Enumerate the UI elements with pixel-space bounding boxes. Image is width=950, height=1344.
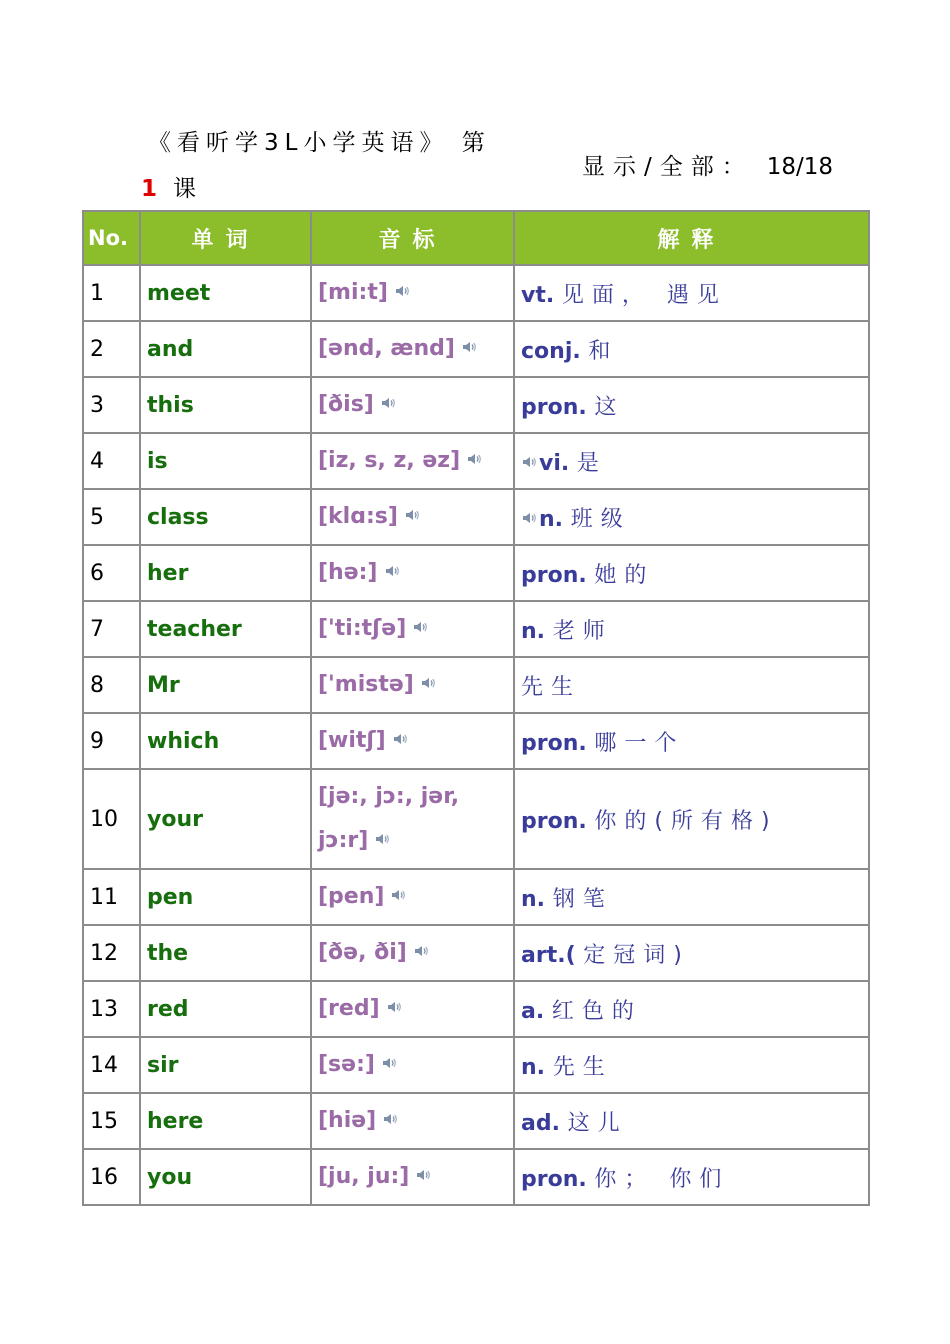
row-number: 11 [83, 869, 140, 925]
meaning-cell [514, 1037, 869, 1093]
lesson-suffix: 课 [173, 176, 197, 202]
table-header-row [83, 211, 869, 265]
speaker-icon[interactable] [380, 383, 396, 427]
speaker-icon[interactable] [420, 663, 436, 707]
chinese-meaning: 和 [588, 338, 619, 364]
table-row [83, 1037, 869, 1093]
meaning-cell [514, 377, 869, 433]
part-of-speech: pron. [521, 1166, 587, 1192]
table-row [83, 377, 869, 433]
phonetic-text: [red] [318, 996, 380, 1021]
speaker-icon[interactable] [384, 551, 400, 595]
word-cell: class [140, 489, 311, 545]
lesson-number: 1 [141, 176, 158, 202]
table-row [83, 601, 869, 657]
part-of-speech: pron. [521, 730, 587, 756]
word-cell: her [140, 545, 311, 601]
row-number: 14 [83, 1037, 140, 1093]
phonetic-cell [311, 601, 514, 657]
row-number: 8 [83, 657, 140, 713]
column-header-word: 单词 [140, 211, 311, 265]
speaker-icon[interactable] [404, 495, 420, 539]
part-of-speech: art.( [521, 942, 576, 968]
meaning-cell [514, 545, 869, 601]
speaker-icon[interactable] [466, 439, 482, 483]
meaning-cell [514, 1149, 869, 1205]
part-of-speech: pron. [521, 808, 587, 834]
part-of-speech: ad. [521, 1110, 560, 1136]
phonetic-cell [311, 433, 514, 489]
part-of-speech: vi. [539, 450, 570, 476]
word-cell: and [140, 321, 311, 377]
table-row [83, 769, 869, 869]
column-header-phonetic: 音标 [311, 211, 514, 265]
part-of-speech: n. [521, 618, 546, 644]
row-number: 13 [83, 981, 140, 1037]
display-count: 18/18 [766, 154, 834, 180]
word-cell: here [140, 1093, 311, 1149]
word-cell: this [140, 377, 311, 433]
phonetic-text: [iz, s, z, əz] [318, 448, 461, 473]
phonetic-text: [ənd, ænd] [318, 336, 455, 361]
part-of-speech: vt. [521, 282, 555, 308]
row-number: 7 [83, 601, 140, 657]
phonetic-text: [pen] [318, 884, 385, 909]
meaning-cell [514, 321, 869, 377]
lesson-number-line [141, 170, 196, 203]
table-row [83, 1093, 869, 1149]
word-cell: which [140, 713, 311, 769]
meaning-cell [514, 601, 869, 657]
chinese-meaning: 你； 你们 [594, 1166, 730, 1192]
speaker-icon[interactable] [412, 607, 428, 651]
chinese-meaning: 老师 [552, 618, 613, 644]
part-of-speech: pron. [521, 394, 587, 420]
phonetic-cell [311, 321, 514, 377]
column-header-no: No. [83, 211, 140, 265]
phonetic-cell [311, 377, 514, 433]
lesson-title: 《看听学3L小学英语》 第 [148, 130, 491, 156]
phonetic-text: [hiə] [318, 1108, 377, 1133]
phonetic-cell [311, 1149, 514, 1205]
chinese-meaning: 班级 [570, 506, 631, 532]
chinese-meaning: 这儿 [567, 1110, 628, 1136]
row-number: 12 [83, 925, 140, 981]
chinese-meaning: 先生 [552, 1054, 613, 1080]
phonetic-text: [ðə, ði] [318, 940, 407, 965]
part-of-speech: conj. [521, 338, 581, 364]
row-number: 1 [83, 265, 140, 321]
phonetic-text: [klɑ:s] [318, 504, 398, 529]
chinese-meaning: 先生 [521, 674, 582, 700]
part-of-speech: n. [539, 506, 564, 532]
speaker-icon[interactable] [394, 271, 410, 315]
table-row [83, 321, 869, 377]
phonetic-text: [jə:, jɔ:, jər, jɔ:r] [318, 784, 460, 853]
word-cell: is [140, 433, 311, 489]
part-of-speech: n. [521, 1054, 546, 1080]
part-of-speech: pron. [521, 562, 587, 588]
row-number: 10 [83, 769, 140, 869]
meaning-cell [514, 925, 869, 981]
phonetic-cell [311, 1093, 514, 1149]
phonetic-text: ['ti:tʃə] [318, 616, 407, 641]
word-cell: you [140, 1149, 311, 1205]
phonetic-text: [sə:] [318, 1052, 375, 1077]
phonetic-cell [311, 489, 514, 545]
chinese-meaning: 这 [594, 394, 625, 420]
table-row [83, 925, 869, 981]
word-cell: pen [140, 869, 311, 925]
table-row [83, 489, 869, 545]
row-number: 2 [83, 321, 140, 377]
table-row [83, 869, 869, 925]
speaker-icon[interactable] [374, 819, 390, 863]
word-cell: your [140, 769, 311, 869]
phonetic-text: [ju, ju:] [318, 1164, 410, 1189]
part-of-speech: n. [521, 886, 546, 912]
meaning-cell [514, 489, 869, 545]
word-cell: meet [140, 265, 311, 321]
word-cell: red [140, 981, 311, 1037]
phonetic-cell [311, 713, 514, 769]
speaker-icon[interactable] [386, 987, 402, 1031]
meaning-cell [514, 981, 869, 1037]
phonetic-text: [witʃ] [318, 728, 386, 753]
display-label: 显示/全部： [582, 154, 753, 180]
speaker-icon[interactable] [381, 1043, 397, 1087]
meaning-cell [514, 869, 869, 925]
chinese-meaning: 定冠词) [583, 942, 690, 968]
speaker-icon[interactable] [413, 931, 429, 975]
table-row [83, 981, 869, 1037]
table-row [83, 1149, 869, 1205]
row-number: 6 [83, 545, 140, 601]
phonetic-cell [311, 869, 514, 925]
table-row [83, 265, 869, 321]
phonetic-cell [311, 657, 514, 713]
row-number: 16 [83, 1149, 140, 1205]
speaker-icon[interactable] [392, 719, 408, 763]
phonetic-text: ['mistə] [318, 672, 414, 697]
speaker-icon[interactable] [521, 451, 537, 476]
phonetic-cell [311, 545, 514, 601]
meaning-cell [514, 433, 869, 489]
word-cell: sir [140, 1037, 311, 1093]
speaker-icon[interactable] [390, 875, 406, 919]
phonetic-cell [311, 769, 514, 869]
speaker-icon[interactable] [521, 507, 537, 532]
row-number: 4 [83, 433, 140, 489]
meaning-cell [514, 1093, 869, 1149]
speaker-icon[interactable] [382, 1099, 398, 1143]
phonetic-text: [hə:] [318, 560, 378, 585]
meaning-cell [514, 769, 869, 869]
speaker-icon[interactable] [415, 1155, 431, 1199]
phonetic-cell [311, 265, 514, 321]
phonetic-cell [311, 1037, 514, 1093]
row-number: 9 [83, 713, 140, 769]
chinese-meaning: 是 [576, 450, 607, 476]
phonetic-text: [mi:t] [318, 280, 388, 305]
phonetic-cell [311, 981, 514, 1037]
word-cell: Mr [140, 657, 311, 713]
phonetic-cell [311, 925, 514, 981]
row-number: 15 [83, 1093, 140, 1149]
vocabulary-table [82, 210, 870, 1206]
table-row [83, 545, 869, 601]
meaning-cell [514, 265, 869, 321]
chinese-meaning: 哪一个 [594, 730, 685, 756]
display-count-info [582, 148, 833, 181]
column-header-meaning: 解释 [514, 211, 869, 265]
word-cell: teacher [140, 601, 311, 657]
chinese-meaning: 她的 [594, 562, 655, 588]
table-row [83, 713, 869, 769]
chinese-meaning: 钢笔 [552, 886, 613, 912]
part-of-speech: a. [521, 998, 545, 1024]
row-number: 5 [83, 489, 140, 545]
row-number: 3 [83, 377, 140, 433]
chinese-meaning: 你的(所有格) [594, 808, 778, 834]
table-row [83, 657, 869, 713]
chinese-meaning: 见面， 遇见 [561, 282, 727, 308]
phonetic-text: [ðis] [318, 392, 374, 417]
meaning-cell [514, 713, 869, 769]
speaker-icon[interactable] [461, 327, 477, 371]
chinese-meaning: 红色的 [551, 998, 642, 1024]
meaning-cell [514, 657, 869, 713]
word-cell: the [140, 925, 311, 981]
table-row [83, 433, 869, 489]
